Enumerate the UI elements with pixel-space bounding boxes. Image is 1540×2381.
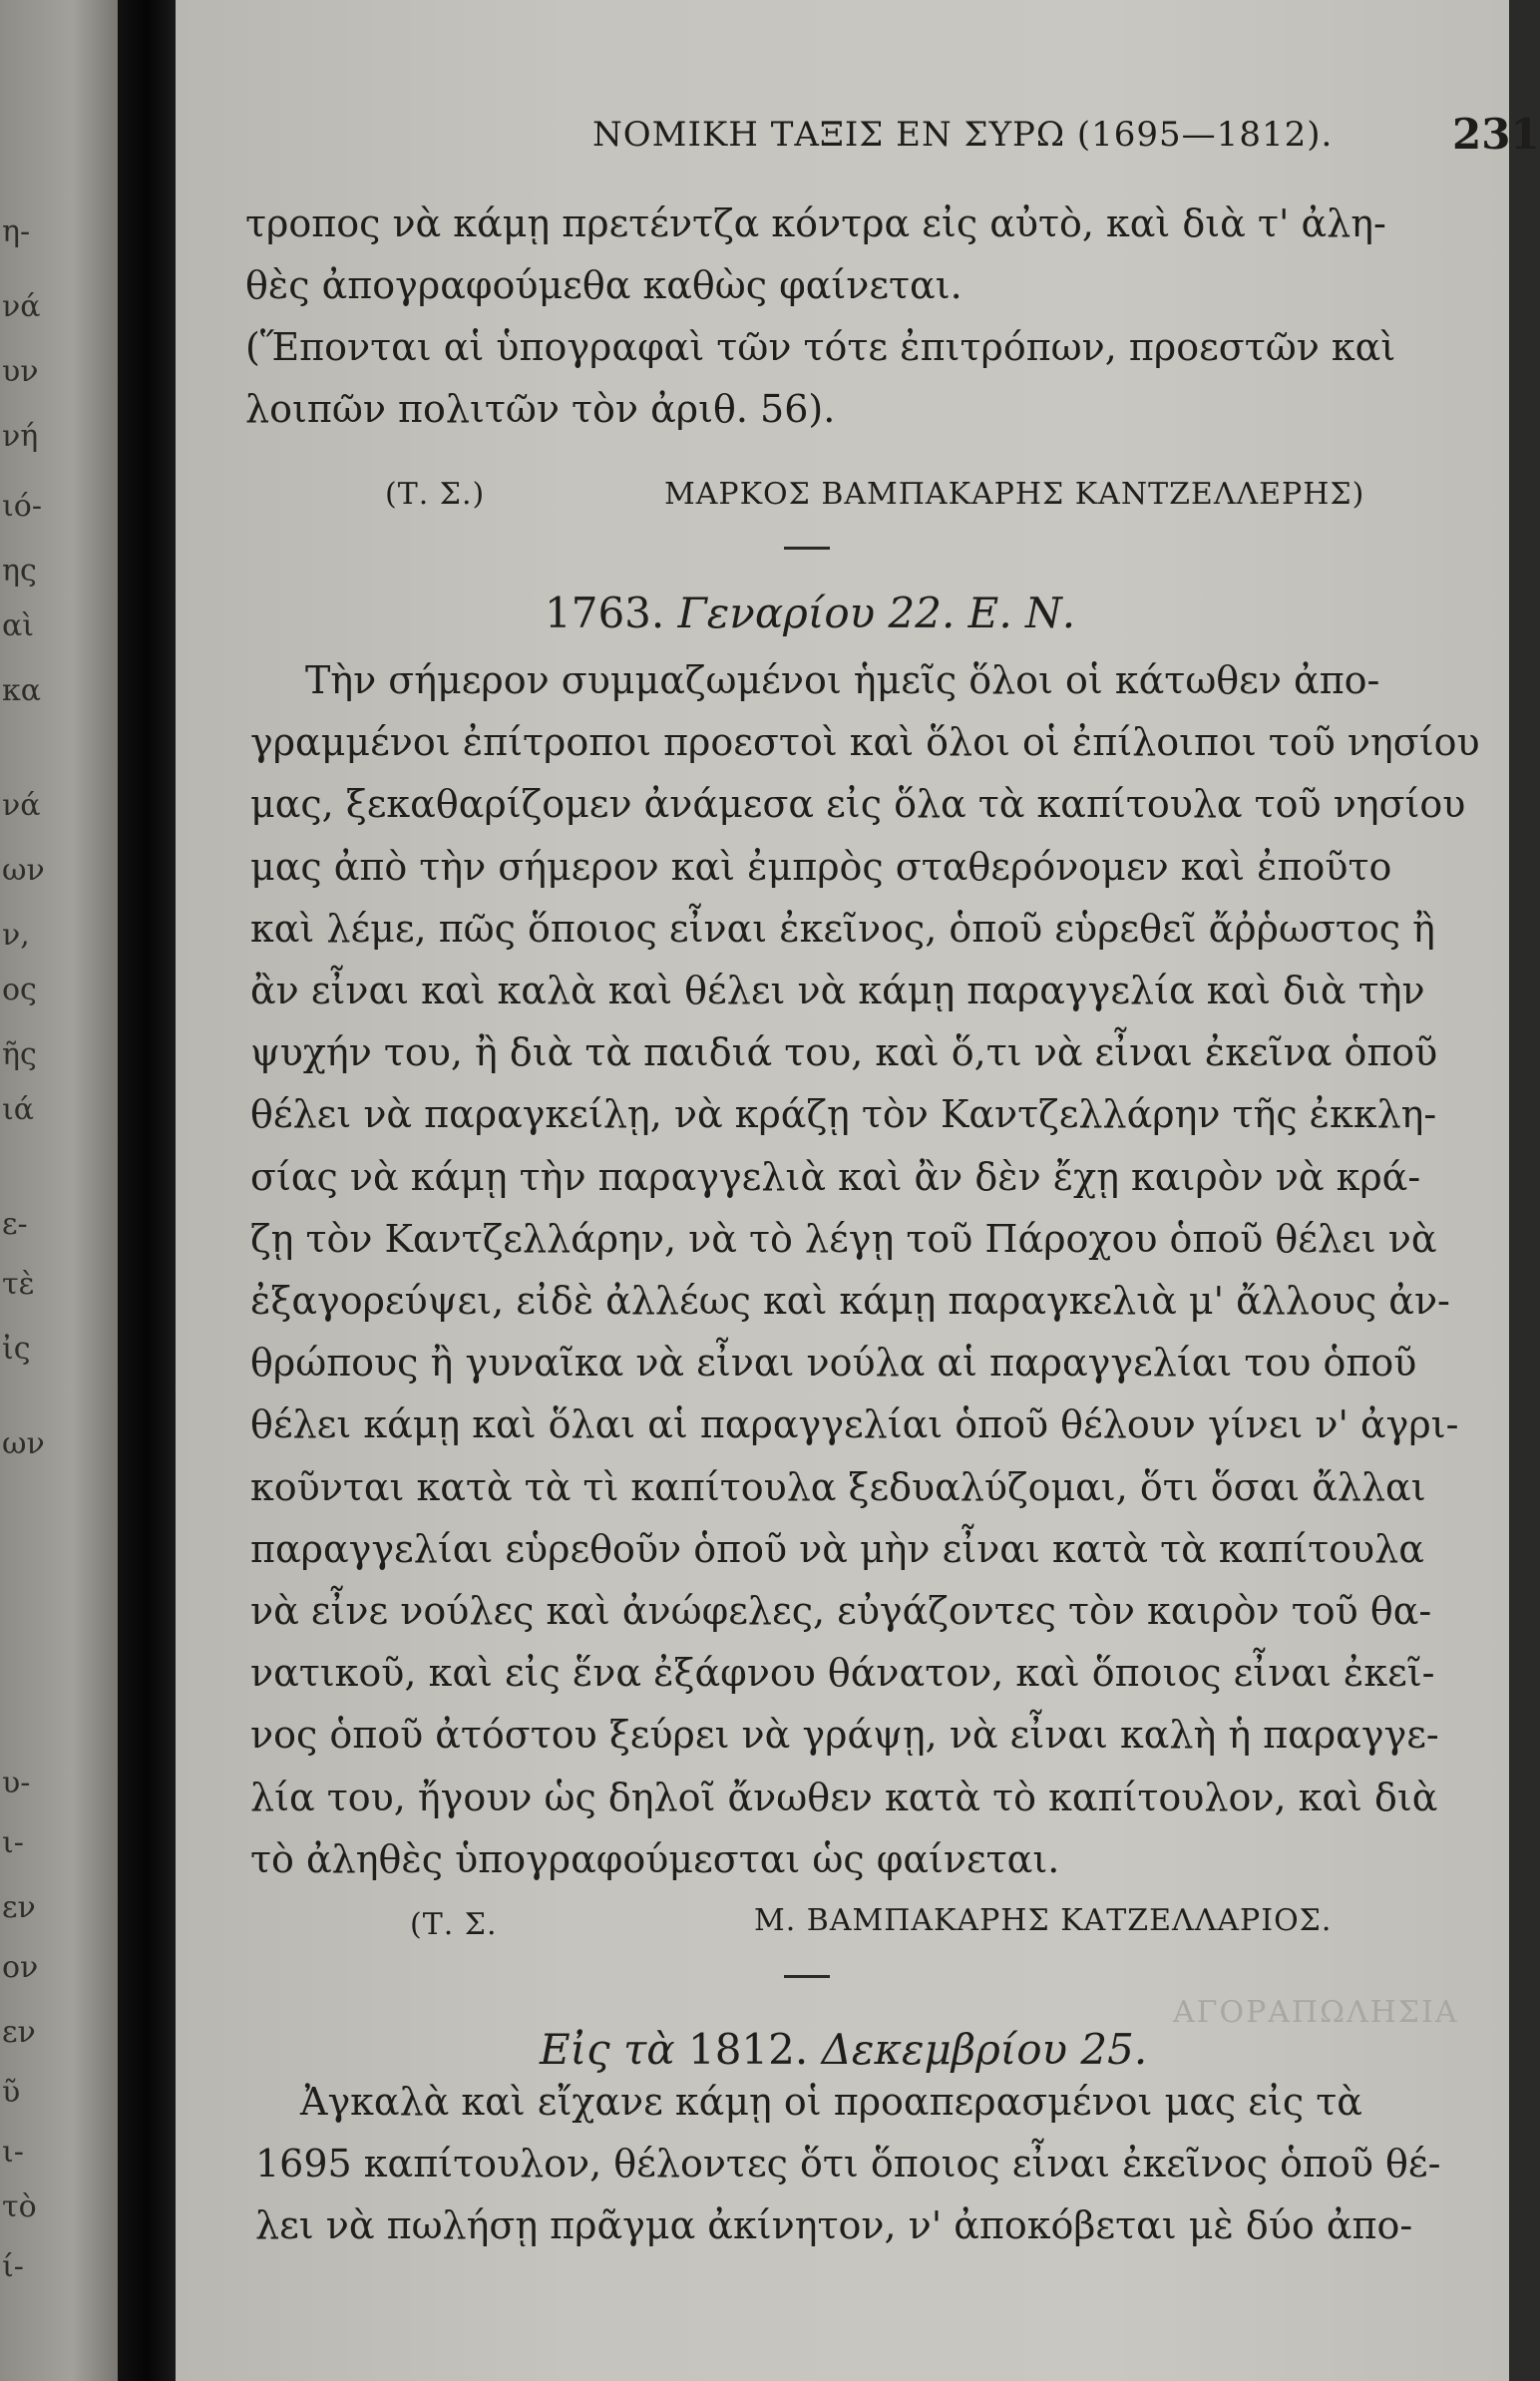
facing-page-fragment: ι- (2, 2135, 24, 2170)
section-divider (784, 547, 830, 550)
text-line: Ἀγκαλὰ καὶ εἴχανε κάμῃ οἱ προαπερασμένοι μας εἰς τὰ (300, 2080, 1362, 2124)
facing-page-fragment: υν (2, 354, 39, 389)
text-line: Τὴν σήμερον συμμαζωμένοι ἡμεῖς ὅλοι οἱ κάτωθεν ἀπο- (305, 658, 1380, 702)
text-line: τὸ ἀληθὲς ὑπογραφούμεσται ὡς φαίνεται. (250, 1836, 1060, 1881)
text-line: νὰ εἶνε νούλες καὶ ἀνώφελες, εὐγάζοντες τὸν καιρὸν τοῦ θα- (250, 1589, 1432, 1633)
seal-mark: (Τ. Σ.) (385, 477, 486, 512)
facing-page-fragment: ων (2, 853, 45, 888)
text-line: θέλει κάμῃ καὶ ὅλαι αἱ παραγγελίαι ὁποῦ θέλουν γίνει ν' ἀγρι- (250, 1402, 1459, 1447)
section-divider (784, 1975, 830, 1978)
text-line: γραμμένοι ἐπίτροποι προεστοὶ καὶ ὅλοι οἱ ἐπίλοιποι τοῦ νησίου (250, 720, 1480, 765)
text-line: ζῃ τὸν Καντζελλάρην, νὰ τὸ λέγῃ τοῦ Πάροχου ὁποῦ θέλει νὰ (250, 1216, 1437, 1261)
text-line: (Ἕπονται αἱ ὑπογραφαὶ τῶν τότε ἐπιτρόπων, προεστῶν καὶ (245, 325, 1396, 369)
date-text: Δεκεμβρίου 25. (821, 2025, 1148, 2074)
facing-page-fragment: η- (2, 214, 31, 249)
text-line: σίας νὰ κάμῃ τὴν παραγγελιὰ καὶ ἂν δὲν ἔχῃ καιρὸν νὰ κρά- (250, 1154, 1421, 1199)
facing-page-fragment: νά (2, 788, 41, 823)
text-line: μας, ξεκαθαρίζομεν ἀνάμεσα εἰς ὅλα τὰ καπίτουλα τοῦ νησίου (250, 782, 1466, 827)
facing-page-fragment: ί- (2, 2249, 24, 2284)
facing-page-fragment: τὲ (2, 1267, 35, 1302)
running-header: ΝΟΜΙΚΗ ΤΑΞΙΣ ΕΝ ΣΥΡΩ (1695—1812). (592, 115, 1334, 155)
facing-page-fragment: κα (2, 673, 42, 708)
facing-page-edge (0, 0, 120, 2381)
text-line: 1695 καπίτουλον, θέλοντες ὅτι ὅποιος εἶναι ἐκεῖνος ὁποῦ θέ- (255, 2142, 1441, 2185)
book-gutter (118, 0, 176, 2381)
date-heading (545, 589, 1075, 637)
facing-page-fragment: υ- (2, 1766, 31, 1800)
page-number: 231 (1452, 110, 1540, 159)
facing-page-fragment: ιά (2, 1092, 35, 1127)
facing-page-fragment: ης (2, 554, 37, 589)
facing-page-fragment: ων (2, 1426, 45, 1461)
text-line: παραγγελίαι εὑρεθοῦν ὁποῦ νὰ μὴν εἶναι κατὰ τὰ καπίτουλα (250, 1526, 1424, 1571)
book-page (176, 0, 1540, 2381)
signature-name: ΜΑΡΚΟΣ ΒΑΜΠΑΚΑΡΗΣ ΚΑΝΤΖΕΛΛΕΡΗΣ) (664, 477, 1365, 512)
facing-page-fragment: ῦ (2, 2075, 21, 2110)
facing-page-fragment: ε- (2, 1207, 28, 1242)
facing-page-fragment: νά (2, 289, 41, 324)
facing-page-fragment: εν (2, 2015, 36, 2050)
date-year: 1763. (545, 589, 665, 637)
facing-page-fragment: ιό- (2, 489, 42, 524)
facing-page-fragment: νή (2, 419, 39, 454)
facing-page-fragment: ἰς (2, 1332, 31, 1367)
text-line: θέλει νὰ παραγκείλῃ, νὰ κράζῃ τὸν Καντζελλάρην τῆς ἐκκλη- (250, 1092, 1437, 1137)
facing-page-fragment: τὸ (2, 2189, 37, 2224)
facing-page-fragment: ι- (2, 1825, 24, 1860)
signature-name: Μ. ΒΑΜΠΑΚΑΡΗΣ ΚΑΤΖΕΛΛΑΡΙΟΣ. (754, 1903, 1333, 1938)
date-heading (540, 2025, 1147, 2074)
facing-page-fragment: εν (2, 1890, 36, 1925)
text-line: κοῦνται κατὰ τὰ τὶ καπίτουλα ξεδυαλύζομαι, ὅτι ὅσαι ἄλλαι (250, 1464, 1426, 1509)
date-year: 1812. (687, 2025, 809, 2074)
facing-page-fragment: ον (2, 1950, 39, 1985)
facing-page-fragment: ῆς (2, 1037, 37, 1072)
date-text: Γεναρίου 22. Ε. Ν. (677, 589, 1076, 637)
text-line: ἂν εἶναι καὶ καλὰ καὶ θέλει νὰ κάμῃ παραγγελία καὶ διὰ τὴν (250, 969, 1425, 1012)
text-line: καὶ λέμε, πῶς ὅποιος εἶναι ἐκεῖνος, ὁποῦ εὑρεθεῖ ἄῤῥωστος ἢ (250, 906, 1435, 951)
text-line: τροπος νὰ κάμῃ πρετέντζα κόντρα εἰς αὐτὸ, καὶ διὰ τ' ἀλη- (245, 201, 1386, 245)
text-line: θὲς ἀπογραφούμεθα καθὼς φαίνεται. (245, 263, 962, 307)
text-line: ἐξαγορεύψει, εἰδὲ ἀλλέως καὶ κάμῃ παραγκελιὰ μ' ἄλλους ἀν- (250, 1279, 1450, 1323)
text-line: λία του, ἤγουν ὡς δηλοῖ ἄνωθεν κατὰ τὸ καπίτουλον, καὶ διὰ (250, 1775, 1438, 1819)
facing-page-fragment: ν, (2, 918, 30, 953)
text-line: λοιπῶν πολιτῶν τὸν ἀριθ. 56). (245, 387, 836, 431)
text-line: νος ὁποῦ ἀτόστου ξεύρει νὰ γράψῃ, νὰ εἶναι καλὴ ἡ παραγγε- (250, 1713, 1439, 1758)
text-line: μας ἀπὸ τὴν σήμερον καὶ ἐμπρὸς σταθερόνομεν καὶ ἐποῦτο (250, 844, 1392, 889)
date-prefix: Εἰς τὰ (540, 2025, 675, 2074)
facing-page-fragment: αὶ (2, 608, 35, 643)
seal-mark: (Τ. Σ. (410, 1907, 498, 1942)
show-through-text: ΑΓΟΡΑΠΩΛΗΣΙΑ (1173, 1995, 1459, 2030)
text-line: νατικοῦ, καὶ εἰς ἕνα ἐξάφνου θάνατον, καὶ ὅποιος εἶναι ἐκεῖ- (250, 1651, 1435, 1696)
text-line: θρώπους ἢ γυναῖκα νὰ εἶναι νούλα αἱ παραγγελίαι του ὁποῦ (250, 1341, 1417, 1386)
text-line: ψυχήν του, ἢ διὰ τὰ παιδιά του, καὶ ὅ,τι νὰ εἶναι ἐκεῖνα ὁποῦ (250, 1030, 1438, 1075)
text-line: λει νὰ πωλήσῃ πρᾶγμα ἀκίνητον, ν' ἀποκόβεται μὲ δύο ἀπο- (255, 2203, 1413, 2247)
facing-page-fragment: ος (2, 973, 37, 1007)
